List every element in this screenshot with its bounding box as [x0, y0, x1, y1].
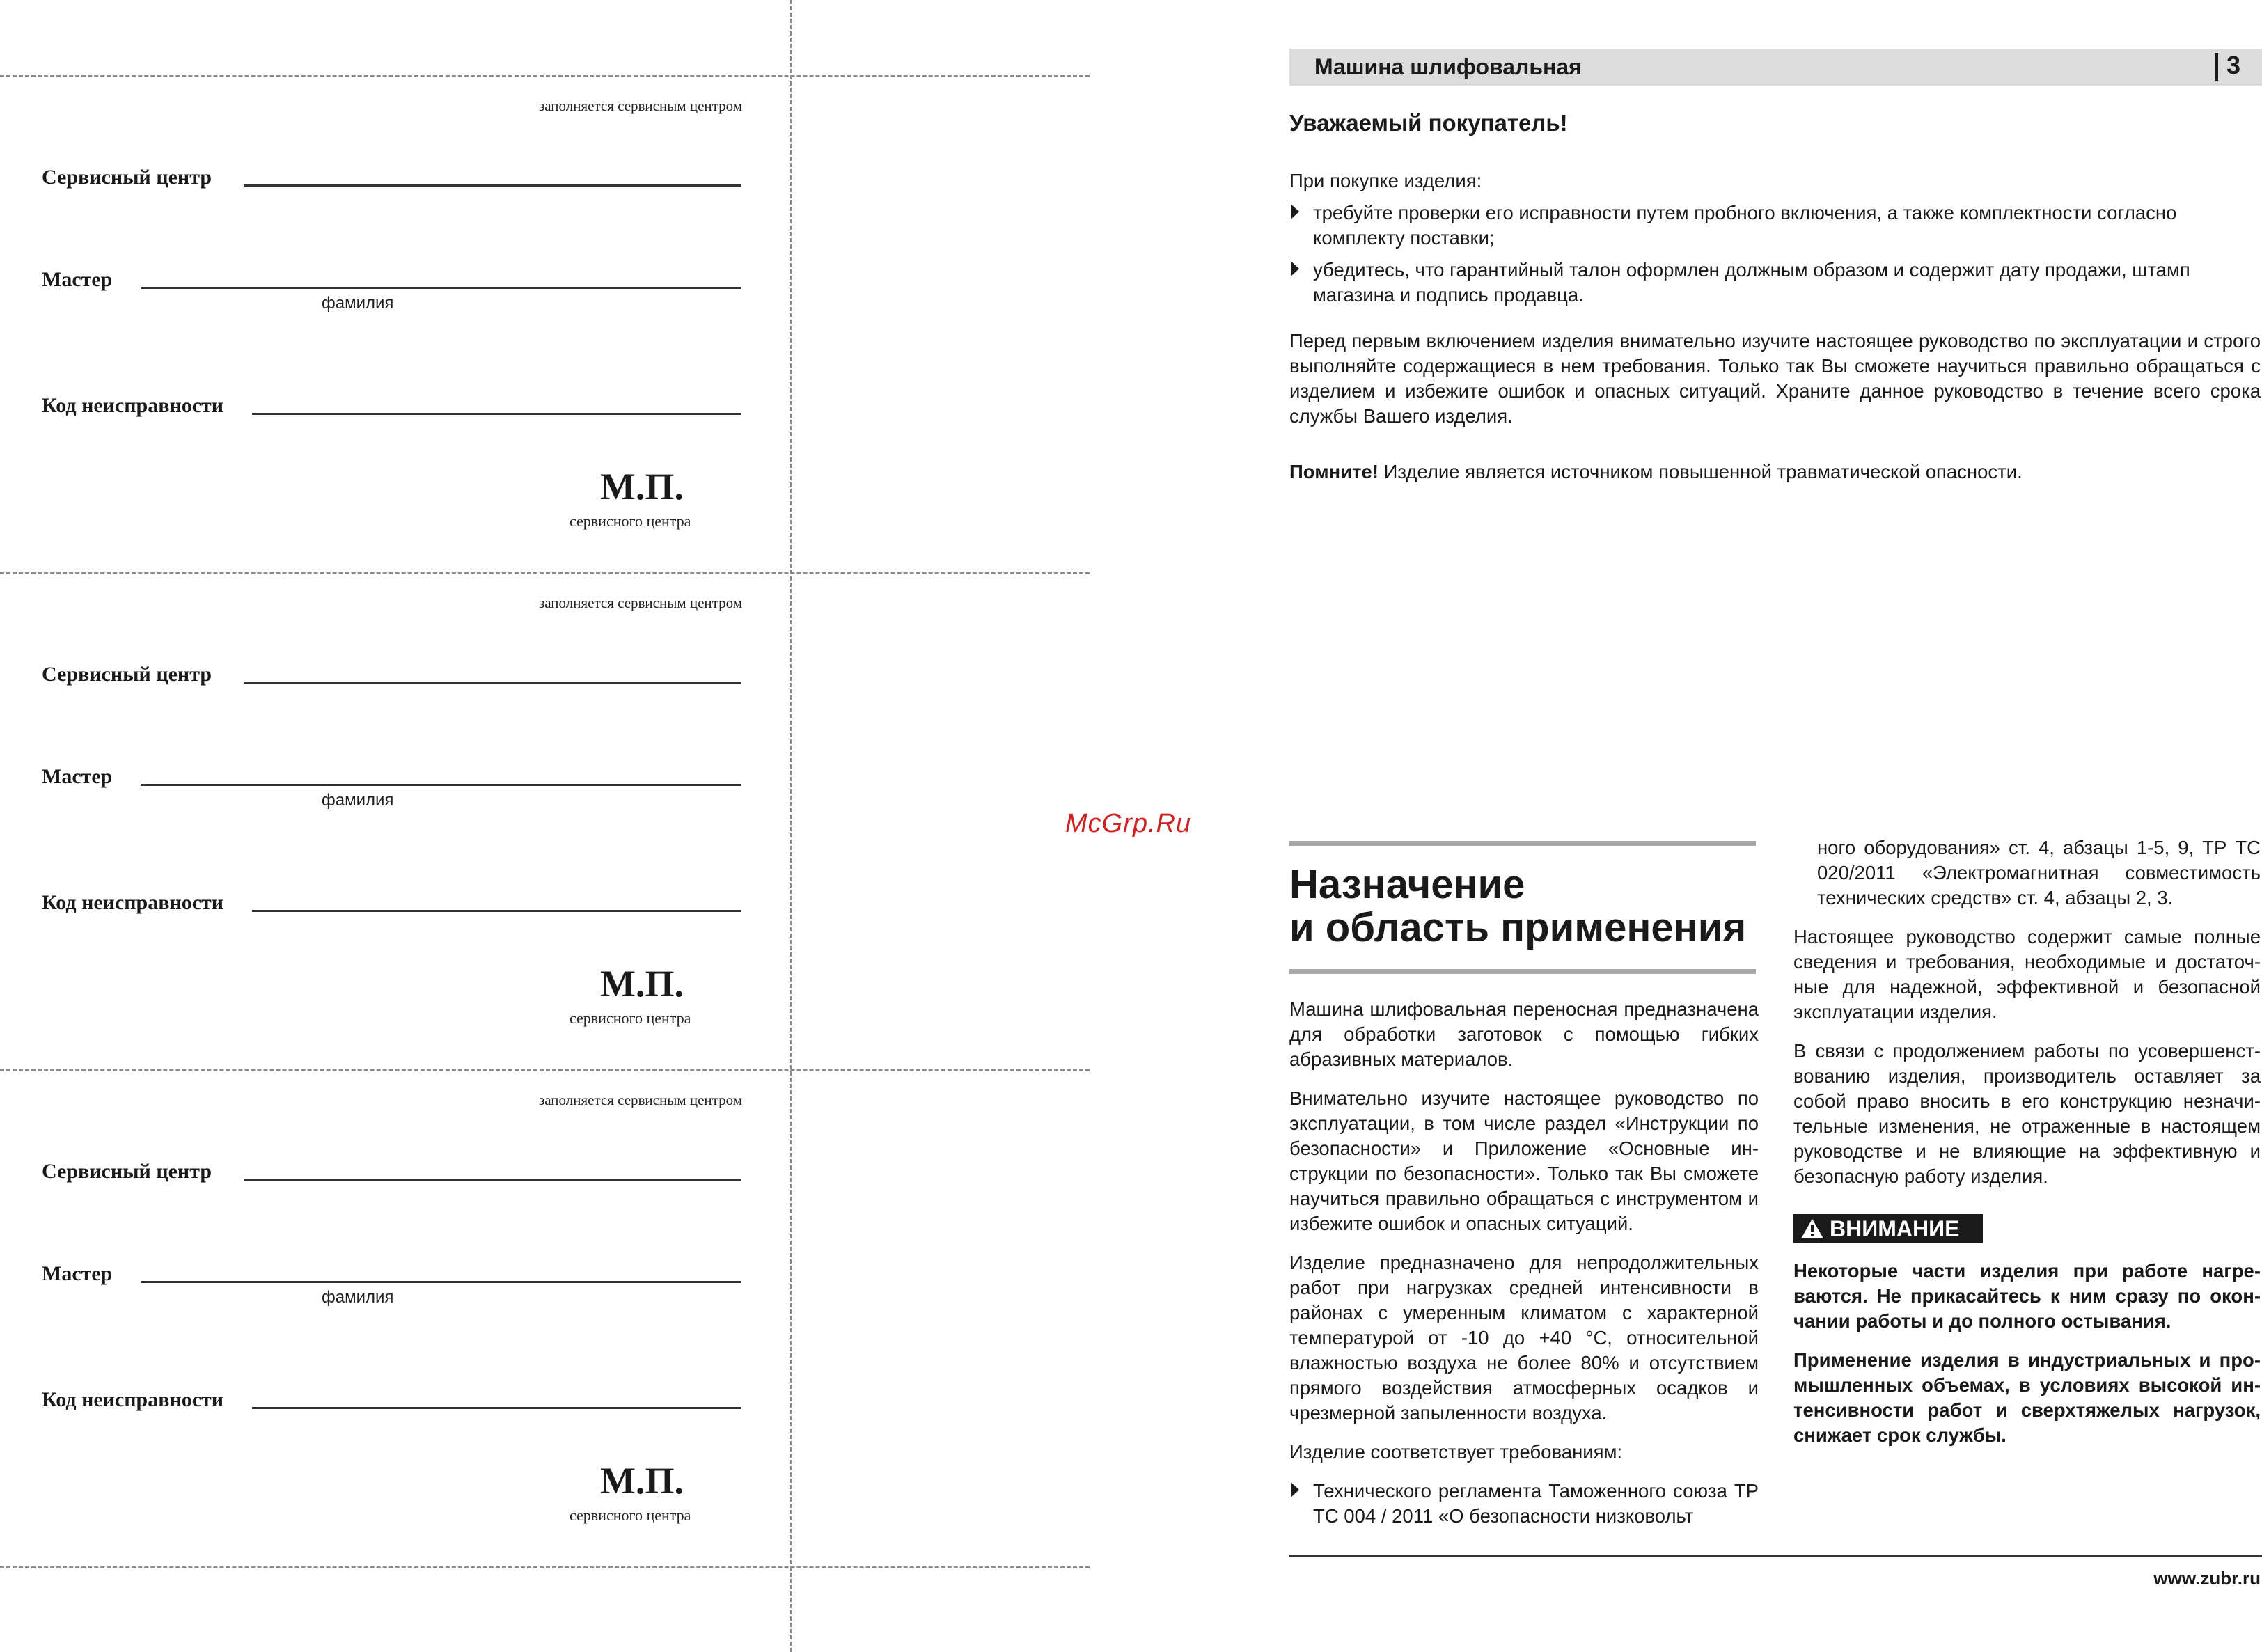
warning-paragraph: Некоторые части изделия при работе нагреваются. Не прикасайтесь к ним сразу по окончании работы и до полного остывания.	[1793, 1260, 2261, 1332]
surname-caption: фамилия	[322, 1288, 394, 1307]
warning-paragraph: Применение изделия в индустриальных и промышленных объемах, в условиях высокой интенсивности работ и сверхтяжелых нагрузок, снижает срок службы.	[1793, 1349, 2261, 1446]
section-title-line2: и область применения	[1289, 905, 1747, 950]
stamp-mark: М.П.	[600, 1460, 684, 1502]
bullet-item	[1289, 258, 2261, 308]
warning-triangle-icon	[1800, 1218, 1824, 1240]
stamp-mark: М.П.	[600, 963, 684, 1005]
header-title: Машина шлифовальная	[1314, 54, 1582, 79]
left-paragraph: Изделие соответствует требованиям:	[1289, 1441, 1623, 1463]
section-rule-bottom	[1289, 969, 1756, 974]
service-coupon	[0, 1069, 787, 1566]
footer-rule	[1289, 1555, 2262, 1557]
service-coupon	[0, 75, 787, 572]
purchase-bullets	[1289, 200, 2261, 308]
master-field[interactable]	[141, 784, 741, 786]
service-center-field[interactable]	[244, 184, 741, 187]
section-rule-top	[1289, 841, 1756, 846]
stamp-caption: сервисного центра	[570, 512, 691, 530]
regulation-bullet-text: Технического регламента Таможенного союза ТР ТС 004 / 2011 «О безопасности низковольт	[1313, 1480, 1759, 1527]
greeting-heading: Уважаемый покупатель!	[1289, 110, 1568, 136]
master-label: Мастер	[42, 268, 113, 291]
fault-code-label: Код неисправности	[42, 1388, 224, 1411]
warning-texts	[1793, 1259, 2261, 1448]
service-center-label: Сервисный центр	[42, 663, 212, 686]
fault-code-label: Код неисправности	[42, 394, 224, 417]
regulation-bullet	[1289, 1479, 1759, 1529]
cut-line	[0, 1566, 1090, 1568]
stamp-mark: М.П.	[600, 466, 684, 508]
service-coupon	[0, 572, 787, 1069]
surname-caption: фамилия	[322, 294, 394, 313]
bullet-text: требуйте проверки его исправности путем пробного включения, а также комплектности согласно комплекту поставки;	[1313, 202, 2177, 249]
master-label: Мастер	[42, 1262, 113, 1285]
page-header	[1289, 49, 2262, 86]
left-paragraph: Внимательно изучите настоящее руководство по эксплуатации, в том числе раздел «Инструкции по безопасности» и Приложение «Основные инструкции по безопасности». Только так Вы сможете научиться правильно обращаться с инструментом и избежите ошибок и опасных ситуаций.	[1289, 1087, 1759, 1234]
section-title-line1: Назначение	[1289, 862, 1525, 907]
left-paragraph: Машина шлифовальная переносная предназначена для обработки заготовок с помощью гибких абразивных материалов.	[1289, 998, 1759, 1070]
fault-code-label: Код неисправности	[42, 891, 224, 914]
surname-caption: фамилия	[322, 791, 394, 810]
bullet-arrow-icon	[1291, 1482, 1299, 1497]
fault-code-field[interactable]	[252, 910, 741, 912]
remember-text: Изделие является источником повышенной травматической опасности.	[1378, 461, 2023, 482]
stamp-caption: сервисного центра	[570, 1507, 691, 1524]
header-separator	[2215, 53, 2218, 81]
master-field[interactable]	[141, 1281, 741, 1283]
fault-code-field[interactable]	[252, 1407, 741, 1409]
bullet-arrow-icon	[1291, 204, 1299, 219]
stamp-caption: сервисного центра	[570, 1009, 691, 1027]
right-paragraph: Настоящее руководство содержит самые полные сведения и требования, необходимые и достаточные для надежной, эффективной и безопасной эксплуатации изделия.	[1793, 926, 2261, 1023]
footer-url[interactable]: www.zubr.ru	[2153, 1568, 2261, 1589]
warning-label: ВНИМАНИЕ	[1830, 1216, 1960, 1241]
section-left-column	[1289, 997, 1759, 1529]
bullet-arrow-icon	[1291, 261, 1299, 276]
page-number: 3	[2226, 51, 2241, 79]
master-field[interactable]	[141, 287, 741, 289]
left-paragraph: Изделие предназначено для непродолжительных работ при нагрузках средней интенсивности в районах с умеренным климатом с характерной температурой от -10 до +40 °С, относительной влажностью воздуха не более 80% и отсутствием прямого воздействия атмосферных осадков и чрезмерной запыленности воздуха.	[1289, 1252, 1759, 1424]
cut-line-vertical	[790, 0, 792, 1652]
master-label: Мастер	[42, 765, 113, 788]
coupon-note: заполняется сервисным центром	[538, 1092, 742, 1108]
section-right-column	[1793, 835, 2261, 1189]
service-center-label: Сервисный центр	[42, 166, 212, 189]
remember-paragraph	[1289, 459, 2261, 485]
bullet-text: убедитесь, что гарантийный талон оформлен должным образом и содержит дату продажи, штамп магазина и подпись продавца.	[1313, 259, 2190, 306]
section-title	[1289, 863, 1763, 950]
service-center-field[interactable]	[244, 682, 741, 684]
coupon-note: заполняется сервисным центром	[538, 97, 742, 114]
service-center-label: Сервисный центр	[42, 1160, 212, 1183]
right-paragraph: В связи с продолжением работы по усовершенствованию изделия, производитель оставляет за собой право вносить в его конструкцию незначительные изменения, не отраженные в настоящем руководстве и не влияющие на эффективную и безопасную работу изделия.	[1793, 1040, 2261, 1187]
fault-code-field[interactable]	[252, 413, 741, 415]
warning-badge	[1793, 1214, 1983, 1243]
service-center-field[interactable]	[244, 1179, 741, 1181]
purchase-lead: При покупке изделия:	[1289, 170, 1482, 191]
bullet-item	[1289, 200, 2261, 251]
watermark: McGrp.Ru	[1065, 809, 1192, 838]
coupon-note: заполняется сервисным центром	[538, 595, 742, 611]
before-use-paragraph: Перед первым включением изделия внимательно изучите настоящее руководство по эксплуатации и строго выполняйте содержащиеся в нем требования. Только так Вы сможете научиться правильно обращаться с изделием и избежите ошибок и опасных ситуаций. Храните данное руководство в течение всего срока службы Вашего изделия.	[1289, 330, 2261, 427]
remember-bold: Помните!	[1289, 461, 1379, 482]
right-continuation: ного оборудования» ст. 4, абзацы 1-5, 9, ТР ТС 020/2011 «Электромагнитная совместимость технических средств» ст. 4, абзацы 2, 3.	[1817, 837, 2261, 908]
